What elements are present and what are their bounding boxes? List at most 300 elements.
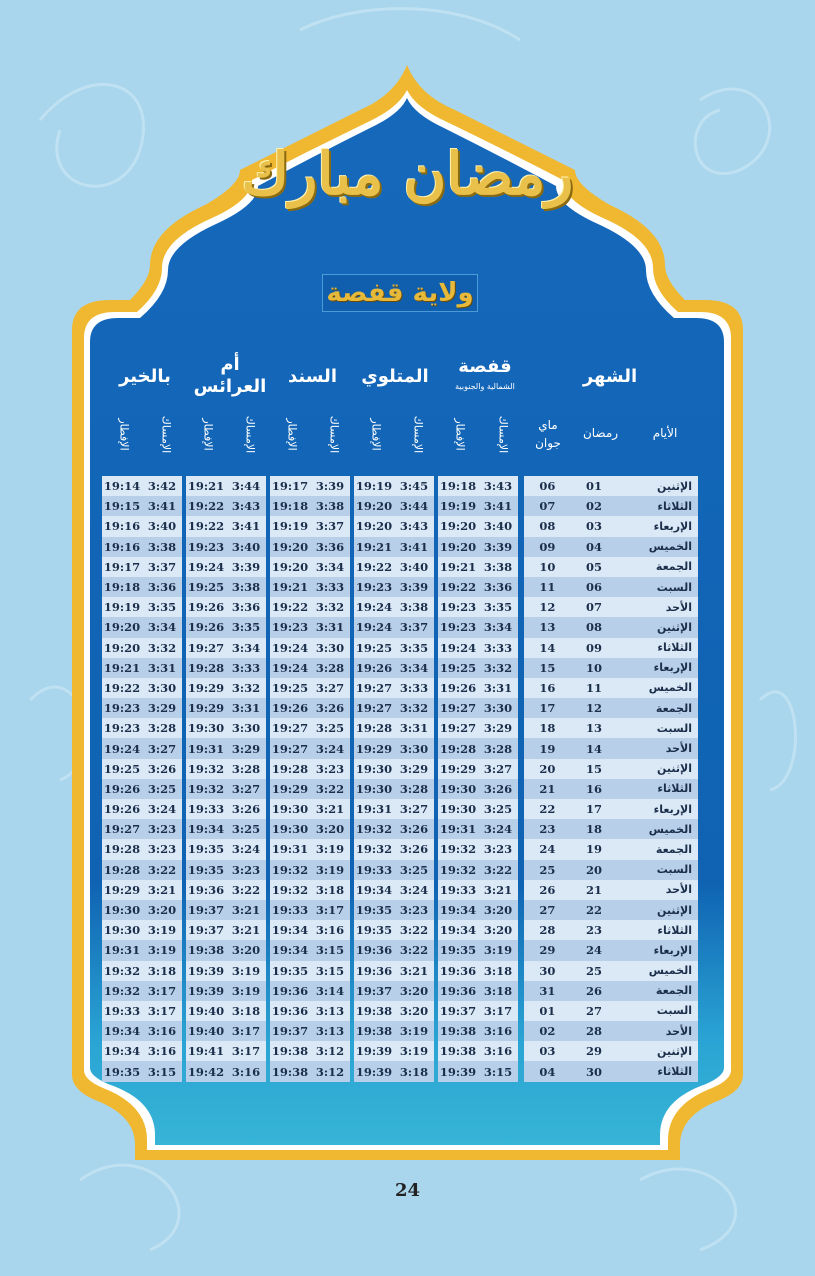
- table-cell: 3:25: [315, 721, 345, 736]
- table-cell: 3:18: [483, 983, 513, 998]
- table-cell: 19: [539, 741, 556, 756]
- table-cell: 3:17: [147, 1003, 177, 1018]
- table-cell: 19:33: [439, 882, 477, 897]
- table-cell: 3:39: [483, 539, 513, 554]
- table-row: [270, 537, 350, 557]
- table-cell: 3:28: [483, 741, 513, 756]
- table-cell: 19:35: [355, 903, 393, 918]
- table-cell: 3:39: [231, 559, 261, 574]
- header-gafsa: قفصة: [458, 356, 512, 377]
- table-cell: 3:28: [315, 660, 345, 675]
- table-cell: 3:18: [399, 1064, 429, 1079]
- table-row: [354, 860, 434, 880]
- page-number: 24: [394, 1180, 421, 1201]
- table-cell: 3:31: [147, 660, 177, 675]
- table-row: [438, 718, 518, 738]
- table-cell: 19:26: [355, 660, 393, 675]
- table-cell: 3:31: [399, 721, 429, 736]
- table-row: [438, 981, 518, 1001]
- table-row: [186, 658, 266, 678]
- table-cell: 3:45: [399, 479, 429, 494]
- table-cell: 3:12: [315, 1044, 345, 1059]
- table-cell: 16: [586, 781, 603, 796]
- table-cell: 3:19: [399, 1024, 429, 1039]
- table-cell: 19:30: [271, 802, 309, 817]
- table-cell: 3:25: [231, 822, 261, 837]
- table-cell: 3:30: [231, 721, 261, 736]
- table-row: [186, 476, 266, 496]
- table-row: [186, 516, 266, 536]
- table-cell: 19:39: [355, 1064, 393, 1079]
- table-row: [354, 1021, 434, 1041]
- subheader-imsak: الإمساك: [243, 415, 257, 454]
- table-cell: 19:38: [439, 1024, 477, 1039]
- table-cell: الأحد: [665, 742, 693, 756]
- table-cell: 19:32: [103, 963, 141, 978]
- table-row: [354, 678, 434, 698]
- table-cell: 3:31: [231, 701, 261, 716]
- table-cell: 19:21: [355, 539, 393, 554]
- table-row: [102, 658, 182, 678]
- table-row: [186, 839, 266, 859]
- table-cell: 3:22: [147, 862, 177, 877]
- table-row: [102, 577, 182, 597]
- table-cell: 3:38: [483, 559, 513, 574]
- table-row: [354, 920, 434, 940]
- table-row: [270, 961, 350, 981]
- table-cell: 19:30: [271, 822, 309, 837]
- table-row: [524, 839, 698, 859]
- table-row: [524, 597, 698, 617]
- table-cell: 19:29: [187, 680, 225, 695]
- table-row: [102, 1041, 182, 1061]
- table-row: [438, 1001, 518, 1021]
- subheader-imsak: الإمساك: [411, 415, 425, 454]
- table-cell: 19:27: [271, 741, 309, 756]
- table-row: [186, 597, 266, 617]
- table-cell: 19:32: [355, 822, 393, 837]
- table-cell: 3:29: [231, 741, 261, 756]
- header-gafsa-sub: الشمالية والجنوبية: [455, 382, 515, 391]
- table-cell: الثلاثاء: [657, 782, 693, 796]
- table-cell: 3:37: [315, 519, 345, 534]
- table-cell: 3:21: [231, 903, 261, 918]
- table-row: [102, 1001, 182, 1021]
- table-row: [524, 799, 698, 819]
- table-cell: 3:30: [483, 701, 513, 716]
- table-row: [354, 617, 434, 637]
- table-cell: 15: [586, 761, 603, 776]
- header-om-laarayes: أم العرائس: [193, 354, 267, 397]
- table-cell: 19:36: [187, 882, 225, 897]
- table-row: [102, 860, 182, 880]
- table-row: [102, 738, 182, 758]
- table-cell: 19:30: [439, 781, 477, 796]
- table-cell: 19:20: [271, 539, 309, 554]
- table-row: [354, 880, 434, 900]
- table-cell: 3:38: [399, 600, 429, 615]
- ramadan-mubarak-title: رمضان مبارك: [241, 140, 574, 208]
- table-row: [524, 557, 698, 577]
- table-cell: 3:17: [315, 903, 345, 918]
- table-row: [102, 799, 182, 819]
- table-cell: 02: [586, 499, 603, 514]
- table-cell: 3:24: [147, 802, 177, 817]
- table-cell: 24: [586, 943, 603, 958]
- table-cell: 3:20: [147, 903, 177, 918]
- table-cell: 19:38: [355, 1003, 393, 1018]
- table-cell: 19:36: [271, 983, 309, 998]
- table-row: [438, 1041, 518, 1061]
- table-row: [102, 597, 182, 617]
- table-cell: 19:31: [439, 822, 477, 837]
- table-cell: 26: [539, 882, 556, 897]
- table-cell: 19:38: [271, 1044, 309, 1059]
- table-cell: 19:32: [103, 983, 141, 998]
- table-row: [354, 658, 434, 678]
- table-row: [354, 557, 434, 577]
- subheader-iftar: الإفطار: [285, 418, 299, 451]
- table-cell: 19:24: [103, 741, 141, 756]
- table-cell: 19:24: [271, 660, 309, 675]
- table-cell: 19:26: [103, 802, 141, 817]
- table-row: [270, 880, 350, 900]
- table-row: [354, 638, 434, 658]
- table-cell: 19:27: [439, 721, 477, 736]
- table-cell: 3:38: [147, 539, 177, 554]
- table-cell: 19:20: [355, 519, 393, 534]
- table-cell: 11: [539, 580, 556, 595]
- table-cell: 3:31: [315, 620, 345, 635]
- table-cell: 3:18: [315, 882, 345, 897]
- table-cell: 19:21: [271, 580, 309, 595]
- table-row: [186, 1041, 266, 1061]
- table-row: [270, 779, 350, 799]
- table-cell: 3:43: [399, 519, 429, 534]
- table-cell: 3:30: [147, 680, 177, 695]
- table-row: [438, 476, 518, 496]
- table-cell: 3:21: [231, 923, 261, 938]
- table-cell: 01: [539, 1003, 556, 1018]
- table-row: [102, 981, 182, 1001]
- om-laarayes-column: [186, 476, 266, 1082]
- table-cell: 19:35: [187, 842, 225, 857]
- table-cell: 3:26: [399, 822, 429, 837]
- table-row: [524, 860, 698, 880]
- table-cell: 08: [586, 620, 603, 635]
- table-cell: 27: [539, 903, 556, 918]
- subheader-imsak: الإمساك: [327, 415, 341, 454]
- table-cell: 19:18: [271, 499, 309, 514]
- table-cell: 3:37: [147, 559, 177, 574]
- table-row: [354, 476, 434, 496]
- table-row: [186, 860, 266, 880]
- table-cell: 19:37: [271, 1024, 309, 1039]
- table-cell: 3:21: [315, 802, 345, 817]
- table-row: [354, 940, 434, 960]
- table-cell: 3:44: [231, 479, 261, 494]
- table-cell: 19:17: [271, 479, 309, 494]
- table-cell: 19:20: [355, 499, 393, 514]
- table-cell: 19:27: [355, 680, 393, 695]
- table-row: [270, 920, 350, 940]
- header-month: الشهر: [582, 366, 638, 387]
- table-row: [524, 678, 698, 698]
- table-cell: 30: [586, 1064, 603, 1079]
- table-cell: 19:19: [271, 519, 309, 534]
- table-cell: 19:41: [187, 1044, 225, 1059]
- table-cell: 3:19: [147, 923, 177, 938]
- table-cell: 3:27: [147, 741, 177, 756]
- table-row: [438, 1061, 518, 1081]
- table-row: [186, 759, 266, 779]
- table-cell: 19:24: [439, 640, 477, 655]
- table-row: [270, 658, 350, 678]
- table-row: [354, 799, 434, 819]
- table-row: [270, 577, 350, 597]
- table-cell: 3:43: [483, 479, 513, 494]
- table-row: [524, 1001, 698, 1021]
- table-cell: 06: [539, 479, 556, 494]
- table-cell: 14: [539, 640, 556, 655]
- table-cell: 3:35: [231, 620, 261, 635]
- table-cell: 19:19: [355, 479, 393, 494]
- table-cell: 3:37: [399, 620, 429, 635]
- table-row: [354, 759, 434, 779]
- table-cell: الأحد: [665, 883, 693, 897]
- table-cell: 3:44: [399, 499, 429, 514]
- table-cell: 29: [539, 943, 556, 958]
- subheader-iftar: الإفطار: [201, 418, 215, 451]
- table-row: [524, 658, 698, 678]
- table-cell: 19:23: [103, 701, 141, 716]
- table-row: [102, 638, 182, 658]
- table-row: [524, 920, 698, 940]
- table-row: [438, 839, 518, 859]
- table-cell: 28: [539, 923, 556, 938]
- table-cell: 3:35: [147, 600, 177, 615]
- table-cell: 19:32: [187, 781, 225, 796]
- table-cell: 19:33: [103, 1003, 141, 1018]
- table-cell: 3:32: [315, 600, 345, 615]
- table-cell: الخميس: [648, 822, 693, 836]
- table-row: [354, 698, 434, 718]
- table-cell: 19:20: [103, 620, 141, 635]
- table-cell: 02: [539, 1024, 556, 1039]
- table-cell: 19:33: [271, 903, 309, 918]
- table-cell: الإثنين: [657, 479, 693, 493]
- table-cell: 08: [539, 519, 556, 534]
- table-cell: 19:22: [187, 499, 225, 514]
- table-row: [102, 920, 182, 940]
- table-cell: 19:33: [355, 862, 393, 877]
- header-metlaoui: المتلوي: [361, 366, 429, 387]
- table-row: [354, 718, 434, 738]
- table-cell: 19:18: [103, 580, 141, 595]
- table-row: [270, 759, 350, 779]
- table-cell: 19:32: [439, 862, 477, 877]
- table-cell: 19:28: [355, 721, 393, 736]
- table-cell: 19:30: [355, 761, 393, 776]
- table-cell: 3:25: [483, 802, 513, 817]
- table-row: [186, 1001, 266, 1021]
- table-cell: 13: [539, 620, 556, 635]
- table-row: [524, 900, 698, 920]
- table-row: [354, 1061, 434, 1081]
- table-cell: 3:23: [483, 842, 513, 857]
- table-cell: 19:23: [271, 620, 309, 635]
- table-row: [438, 577, 518, 597]
- table-cell: 19:14: [103, 479, 141, 494]
- table-cell: 20: [586, 862, 603, 877]
- table-cell: 19:28: [271, 761, 309, 776]
- table-row: [270, 738, 350, 758]
- table-cell: 19:31: [187, 741, 225, 756]
- table-row: [270, 718, 350, 738]
- table-row: [438, 779, 518, 799]
- table-cell: 3:15: [315, 963, 345, 978]
- table-cell: 19:30: [439, 802, 477, 817]
- table-cell: 19:30: [103, 923, 141, 938]
- table-row: [270, 799, 350, 819]
- table-cell: 25: [539, 862, 556, 877]
- table-cell: 19:23: [355, 580, 393, 595]
- table-cell: 22: [539, 802, 556, 817]
- table-row: [102, 496, 182, 516]
- table-cell: 3:28: [147, 721, 177, 736]
- table-cell: الجمعة: [655, 560, 693, 574]
- table-row: [438, 920, 518, 940]
- table-row: [524, 819, 698, 839]
- table-cell: 23: [539, 822, 556, 837]
- table-cell: 3:20: [399, 983, 429, 998]
- table-cell: 3:36: [231, 600, 261, 615]
- table-cell: 19:34: [271, 943, 309, 958]
- table-cell: 19:39: [187, 963, 225, 978]
- table-cell: 3:43: [231, 499, 261, 514]
- table-cell: 19:40: [187, 1024, 225, 1039]
- table-cell: 3:19: [231, 983, 261, 998]
- table-row: [186, 738, 266, 758]
- table-cell: 3:35: [483, 600, 513, 615]
- subheader-iftar: الإفطار: [369, 418, 383, 451]
- table-cell: 19:37: [355, 983, 393, 998]
- table-row: [270, 1061, 350, 1081]
- table-cell: 19:20: [103, 640, 141, 655]
- table-cell: 19:27: [187, 640, 225, 655]
- table-cell: 3:34: [399, 660, 429, 675]
- table-cell: 04: [586, 539, 603, 554]
- metlaoui-column: [354, 476, 434, 1082]
- table-cell: 19:39: [187, 983, 225, 998]
- table-cell: 3:24: [315, 741, 345, 756]
- table-cell: 3:32: [231, 680, 261, 695]
- table-row: [354, 738, 434, 758]
- table-cell: 3:19: [399, 1044, 429, 1059]
- table-cell: 3:12: [315, 1064, 345, 1079]
- table-cell: 3:13: [315, 1003, 345, 1018]
- table-row: [524, 1061, 698, 1081]
- table-row: [354, 1041, 434, 1061]
- table-cell: 19:26: [439, 680, 477, 695]
- table-cell: الإثنين: [657, 620, 693, 634]
- table-row: [102, 759, 182, 779]
- table-cell: 3:15: [147, 1064, 177, 1079]
- table-cell: 21: [539, 781, 556, 796]
- table-cell: 3:23: [315, 761, 345, 776]
- table-cell: 19:29: [355, 741, 393, 756]
- table-cell: 3:16: [231, 1064, 261, 1079]
- table-cell: 3:21: [483, 882, 513, 897]
- table-row: [186, 678, 266, 698]
- table-cell: 19:38: [271, 1064, 309, 1079]
- table-row: [354, 981, 434, 1001]
- table-cell: 22: [586, 903, 603, 918]
- table-cell: 19:25: [439, 660, 477, 675]
- table-cell: 3:29: [147, 701, 177, 716]
- table-cell: 3:16: [147, 1024, 177, 1039]
- table-row: [186, 718, 266, 738]
- table-cell: 19:29: [439, 761, 477, 776]
- table-row: [186, 638, 266, 658]
- table-cell: 19:24: [355, 600, 393, 615]
- table-cell: 19:21: [439, 559, 477, 574]
- table-row: [186, 577, 266, 597]
- table-cell: 3:27: [399, 802, 429, 817]
- table-row: [186, 1021, 266, 1041]
- table-cell: 3:26: [231, 802, 261, 817]
- table-cell: 19:28: [103, 862, 141, 877]
- table-cell: 28: [586, 1024, 603, 1039]
- table-cell: الخميس: [648, 540, 693, 554]
- table-cell: 3:16: [483, 1044, 513, 1059]
- table-cell: 19:40: [187, 1003, 225, 1018]
- table-row: [524, 638, 698, 658]
- table-cell: 19:29: [187, 701, 225, 716]
- table-cell: 3:41: [147, 499, 177, 514]
- table-row: [438, 658, 518, 678]
- table-cell: 19:34: [103, 1044, 141, 1059]
- table-cell: الثلاثاء: [657, 1065, 693, 1079]
- table-cell: 03: [539, 1044, 556, 1059]
- table-cell: 19:25: [355, 640, 393, 655]
- table-cell: 19:36: [439, 963, 477, 978]
- table-row: [102, 961, 182, 981]
- table-cell: 01: [586, 479, 603, 494]
- table-cell: 19:35: [355, 923, 393, 938]
- table-cell: 3:33: [483, 640, 513, 655]
- table-row: [270, 698, 350, 718]
- table-cell: 3:21: [399, 963, 429, 978]
- table-cell: 19:38: [187, 943, 225, 958]
- table-row: [102, 678, 182, 698]
- table-cell: 19:16: [103, 519, 141, 534]
- table-cell: 19:34: [355, 882, 393, 897]
- table-cell: 19:35: [271, 963, 309, 978]
- table-cell: 3:15: [315, 943, 345, 958]
- wilaya-title: ولاية قفصة: [322, 274, 478, 312]
- table-row: [524, 516, 698, 536]
- table-row: [270, 638, 350, 658]
- table-cell: 29: [586, 1044, 603, 1059]
- table-cell: الإثنين: [657, 903, 693, 917]
- table-cell: 3:36: [147, 580, 177, 595]
- table-row: [438, 638, 518, 658]
- table-cell: 3:16: [147, 1044, 177, 1059]
- table-cell: 19:20: [439, 539, 477, 554]
- table-row: [524, 617, 698, 637]
- table-cell: 15: [539, 660, 556, 675]
